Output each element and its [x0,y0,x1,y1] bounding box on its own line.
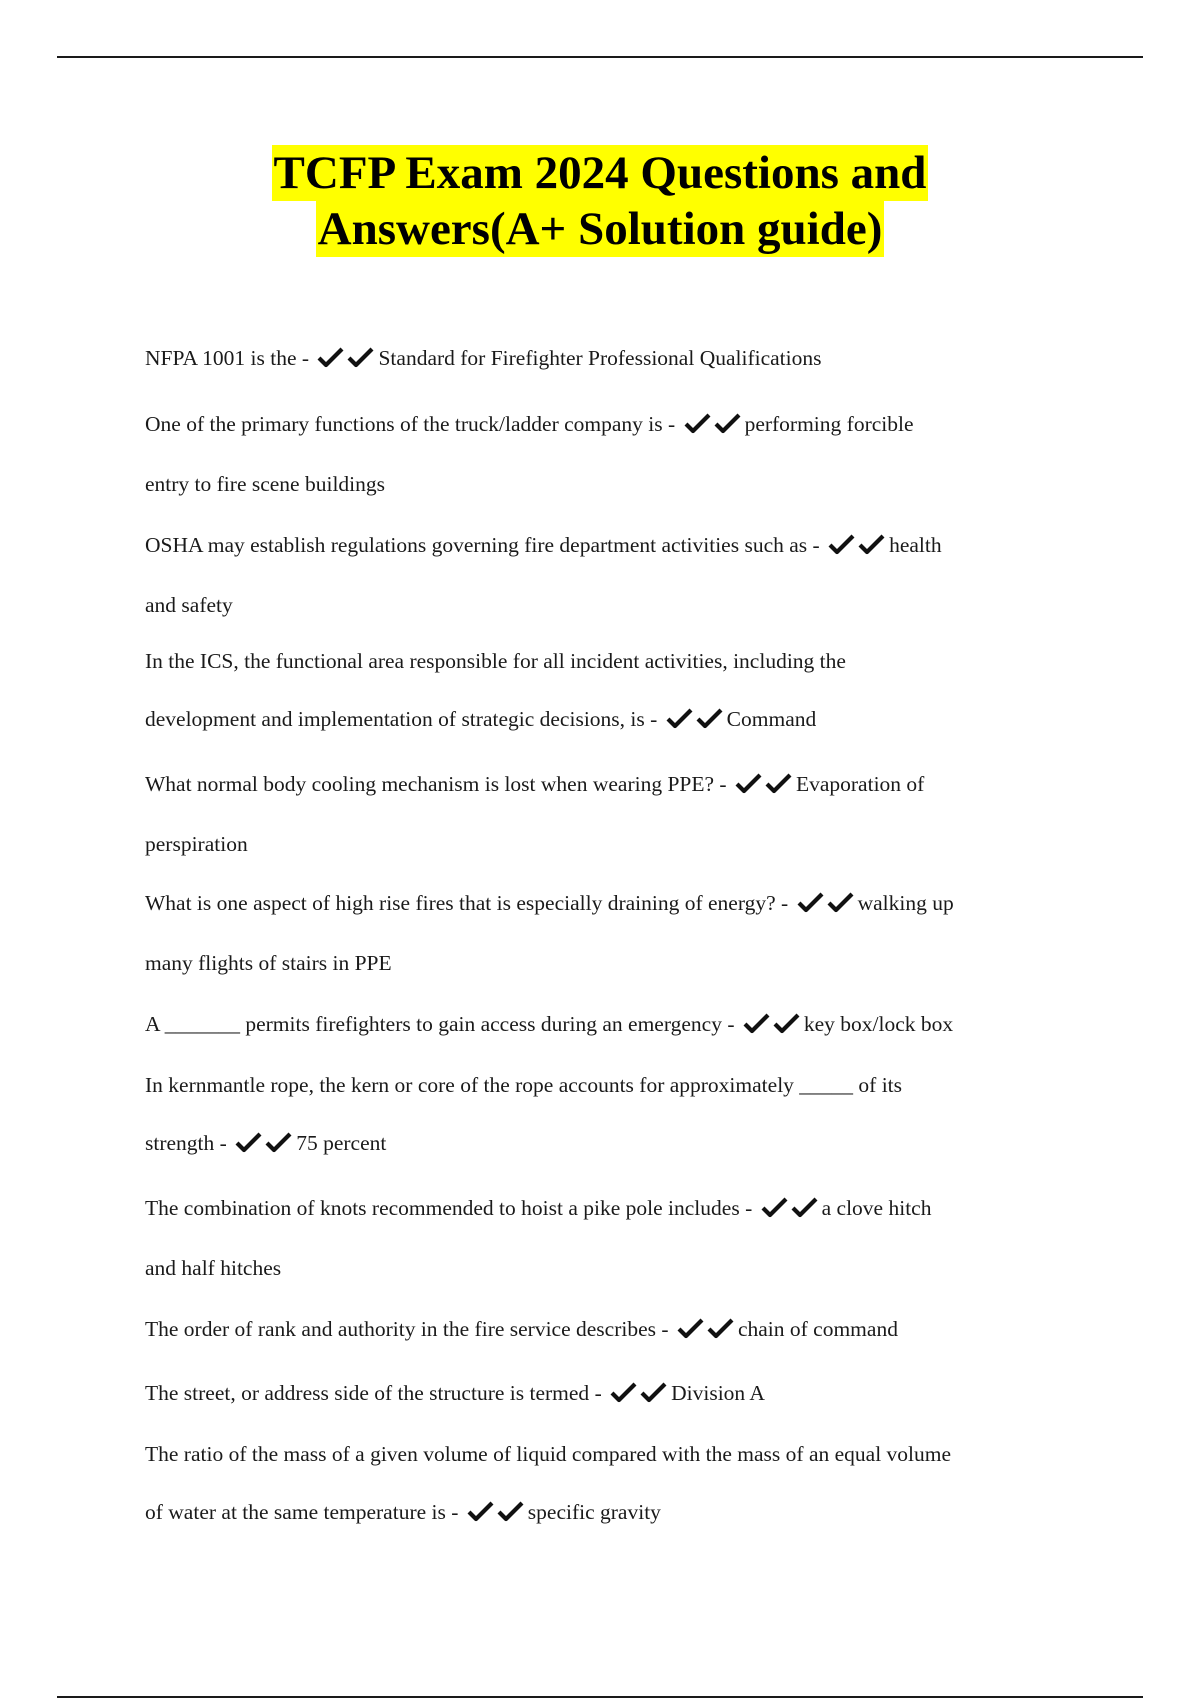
separator: - [662,412,681,436]
check-icon [316,346,346,368]
answer-text: key box/lock box [803,1012,954,1036]
check-icon [466,1500,496,1522]
qa-item [145,410,914,441]
qa-item [145,1129,386,1160]
answer-text: a clove hitch [821,1196,932,1220]
check-icon [742,1012,772,1034]
qa-item [145,344,822,375]
answer-text: chain of command [737,1317,898,1341]
question-text: OSHA may establish regulations governing fire department activities such as [145,533,808,557]
question-text: A _______ permits firefighters to gain access during an emergency [145,1012,722,1036]
check-icon [234,1131,264,1153]
question-text: What is one aspect of high rise fires that is especially draining of energy? [145,891,776,915]
check-icon [639,1381,669,1403]
question-text: In kernmantle rope, the kern or core of the rope accounts for approximately _____ of its [145,1073,903,1097]
answer-text: specific gravity [527,1500,661,1524]
separator: - [656,1317,674,1341]
check-icon [264,1131,294,1153]
check-icon [496,1500,526,1522]
check-icon [346,346,376,368]
qa-item [145,531,942,562]
check-icon [706,1317,736,1339]
check-icon [764,772,794,794]
separator: - [714,772,732,796]
answer-text: walking up [857,891,954,915]
qa-item [145,1194,931,1225]
check-icon [676,1317,706,1339]
double-check-icon [742,1012,802,1041]
question-text: The ratio of the mass of a given volume of liquid compared with the mass of an equal volume [145,1442,952,1466]
check-icon [826,891,856,913]
double-check-icon [466,1500,526,1529]
check-icon [665,707,695,729]
answer-text: Standard for Firefighter Professional Qualifications [378,346,822,370]
double-check-icon [760,1196,820,1225]
double-check-icon [676,1317,736,1346]
check-icon [683,412,713,434]
answer-text: 75 percent [296,1131,387,1155]
double-check-icon [796,891,856,920]
double-check-icon [234,1131,294,1160]
answer-text: Division A [671,1381,765,1405]
separator: - [644,707,663,731]
separator: - [775,891,794,915]
double-check-icon [316,346,376,375]
check-icon [796,891,826,913]
check-icon [609,1381,639,1403]
qa-item [145,770,924,801]
double-check-icon [683,412,743,441]
title-line-2: Answers(A+ Solution guide) [317,203,883,255]
question-text: One of the primary functions of the truck/ladder company is [145,412,663,436]
qa-item [145,1315,898,1346]
answer-continuation: perspiration [145,832,248,856]
double-check-icon [827,533,887,562]
question-text: What normal body cooling mechanism is lost when wearing PPE? [145,772,715,796]
qa-item [145,889,954,920]
question-text: The street, or address side of the structure is termed [145,1381,590,1405]
answer-continuation: and half hitches [145,1256,282,1280]
answer-text: health [889,533,942,557]
separator: - [721,1012,740,1036]
answer-text: Command [726,707,817,731]
qa-item [145,705,816,736]
document-title [0,145,1200,257]
separator: - [589,1381,608,1405]
check-icon [790,1196,820,1218]
answer-continuation: and safety [145,593,233,617]
question-text: NFPA 1001 is the [145,346,297,370]
separator: - [807,533,826,557]
qa-item [145,1379,765,1410]
check-icon [734,772,764,794]
bottom-rule [57,1696,1143,1698]
check-icon [827,533,857,555]
check-icon [772,1012,802,1034]
title-line-1: TCFP Exam 2024 Questions and [273,147,927,199]
question-text: The order of rank and authority in the fire service describes [145,1317,657,1341]
check-icon [857,533,887,555]
question-text-cont: strength [145,1131,215,1155]
answer-text: performing forcible [744,412,914,436]
separator: - [739,1196,758,1220]
question-text: The combination of knots recommended to hoist a pike pole includes [145,1196,740,1220]
separator: - [296,346,315,370]
answer-text: Evaporation of [795,772,925,796]
top-rule [57,56,1143,58]
double-check-icon [665,707,725,736]
question-text-cont: of water at the same temperature is [145,1500,446,1524]
qa-item [145,1010,953,1041]
check-icon [695,707,725,729]
double-check-icon [734,772,794,801]
double-check-icon [609,1381,669,1410]
separator: - [445,1500,464,1524]
answer-continuation: many flights of stairs in PPE [145,951,392,975]
check-icon [713,412,743,434]
check-icon [760,1196,790,1218]
question-text: In the ICS, the functional area responsible for all incident activities, including the [145,649,846,673]
qa-item [145,1498,661,1529]
answer-continuation: entry to fire scene buildings [145,472,386,496]
separator: - [214,1131,233,1155]
question-text-cont: development and implementation of strategic decisions, is [145,707,645,731]
